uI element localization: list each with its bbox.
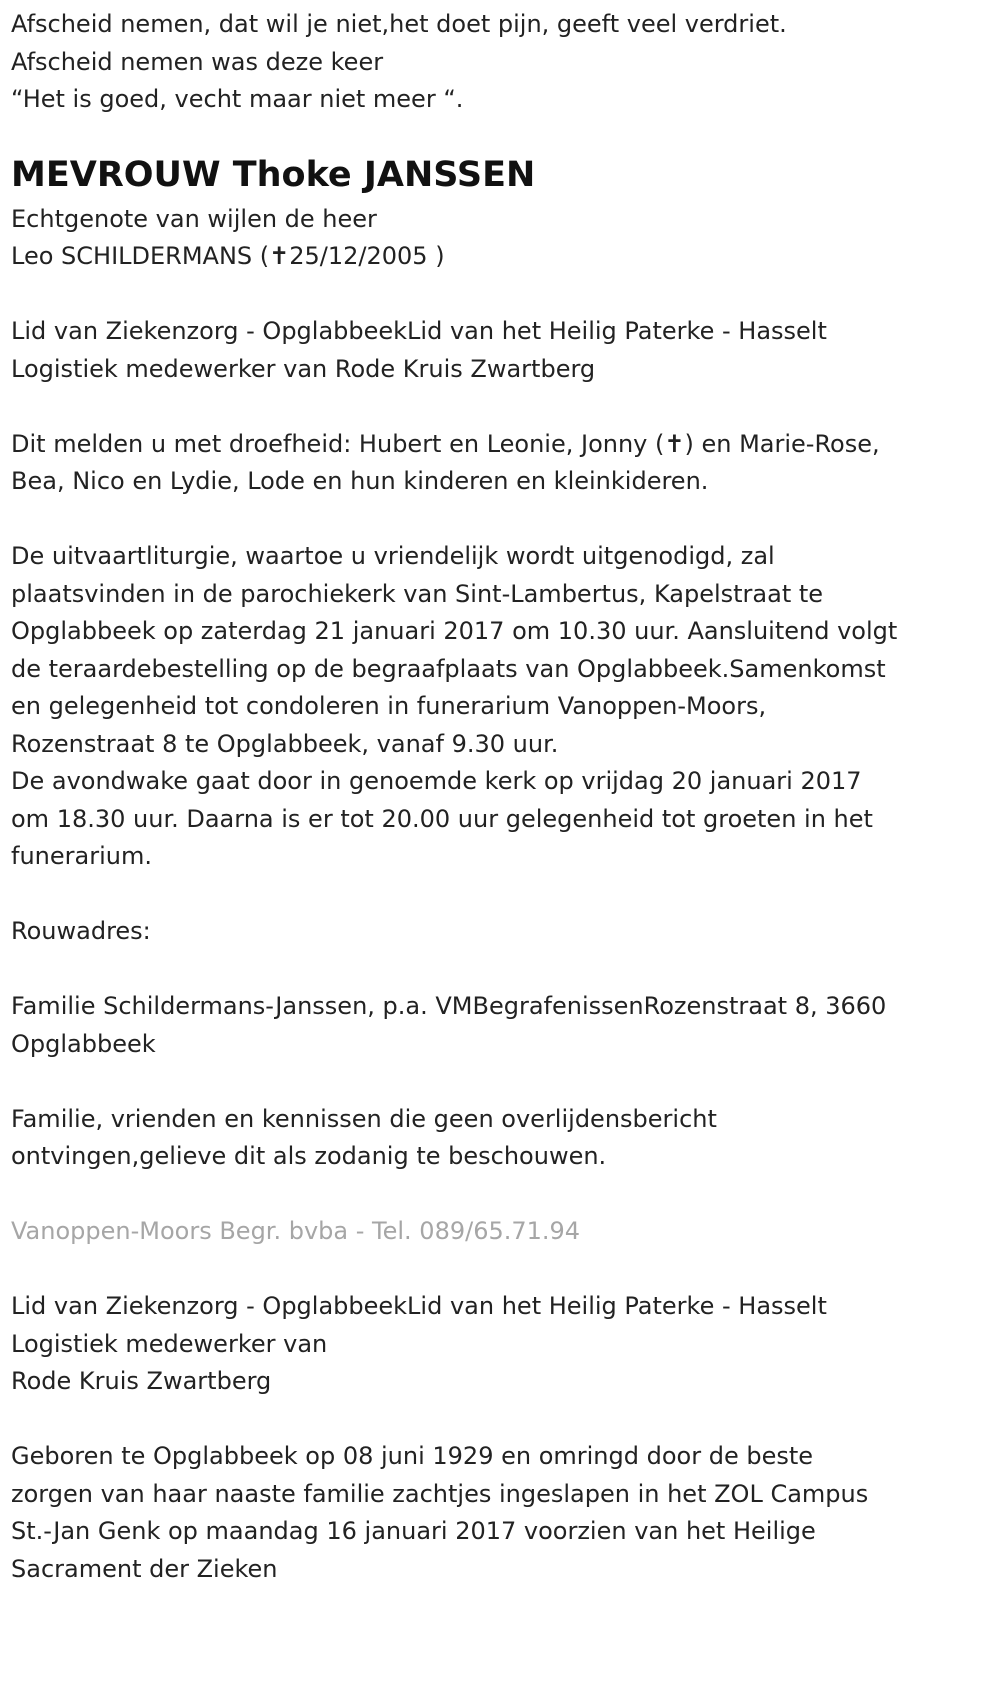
funeral-line: en gelegenheid tot condoleren in funerarium Vanoppen-Moors, bbox=[11, 692, 767, 720]
deceased-name: MEVROUW Thoke JANSSEN bbox=[11, 154, 536, 195]
biography-line: Sacrament der Zieken bbox=[11, 1554, 278, 1583]
membership-line: Logistiek medewerker van bbox=[11, 1329, 328, 1358]
notice bbox=[11, 1101, 1000, 1176]
biography bbox=[11, 1438, 1000, 1588]
mourning-label: Rouwadres: bbox=[11, 917, 151, 945]
funeral-line: Rozenstraat 8 te Opglabbeek, vanaf 9.30 uur. bbox=[11, 729, 559, 758]
undertaker-block bbox=[11, 1213, 1000, 1251]
funeral-line: om 18.30 uur. Daarna is er tot 20.00 uur gelegenheid tot groeten in het bbox=[11, 804, 873, 833]
spouse-info bbox=[11, 201, 1000, 276]
memberships-repeat bbox=[11, 1288, 1000, 1401]
funeral-line: De uitvaartliturgie, waartoe u vriendelijk wordt uitgenodigd, zal bbox=[11, 542, 775, 570]
funeral-line: de teraardebestelling op de begraafplaats van Opglabbeek.Samenkomst bbox=[11, 654, 886, 683]
funeral-line: funerarium. bbox=[11, 842, 152, 870]
undertaker-info: Vanoppen-Moors Begr. bvba - Tel. 089/65.71.94 bbox=[11, 1217, 581, 1245]
memberships bbox=[11, 313, 1000, 388]
poem-line: Afscheid nemen, dat wil je niet,het doet pijn, geeft veel verdriet. bbox=[11, 10, 787, 38]
poem bbox=[11, 6, 1000, 119]
address-line: Familie Schildermans-Janssen, p.a. VMBegrafenissenRozenstraat 8, 3660 bbox=[11, 992, 887, 1020]
mourning-address bbox=[11, 988, 1000, 1063]
biography-line: St.-Jan Genk op maandag 16 januari 2017 voorzien van het Heilige bbox=[11, 1517, 816, 1545]
mourning-label-block bbox=[11, 913, 1000, 951]
biography-line: zorgen van haar naaste familie zachtjes ingeslapen in het ZOL Campus bbox=[11, 1479, 869, 1508]
membership-line: Lid van Ziekenzorg - OpglabbeekLid van het Heilig Paterke - Hasselt bbox=[11, 1292, 827, 1320]
funeral-line: plaatsvinden in de parochiekerk van Sint-Lambertus, Kapelstraat te bbox=[11, 579, 824, 608]
spouse-line: Leo SCHILDERMANS (✝25/12/2005 ) bbox=[11, 242, 445, 270]
family-line: Bea, Nico en Lydie, Lode en hun kinderen en kleinkideren. bbox=[11, 467, 709, 495]
membership-line: Lid van Ziekenzorg - OpglabbeekLid van het Heilig Paterke - Hasselt bbox=[11, 317, 827, 345]
address-line: Opglabbeek bbox=[11, 1029, 156, 1058]
membership-line: Rode Kruis Zwartberg bbox=[11, 1367, 272, 1395]
family-announcement bbox=[11, 426, 1000, 501]
biography-line: Geboren te Opglabbeek op 08 juni 1929 en omringd door de beste bbox=[11, 1442, 814, 1470]
funeral-details bbox=[11, 538, 1000, 876]
funeral-line: De avondwake gaat door in genoemde kerk op vrijdag 20 januari 2017 bbox=[11, 767, 862, 795]
funeral-line: Opglabbeek op zaterdag 21 januari 2017 om 10.30 uur. Aansluitend volgt bbox=[11, 617, 898, 645]
poem-line: “Het is goed, vecht maar niet meer “. bbox=[11, 85, 464, 113]
notice-line: Familie, vrienden en kennissen die geen overlijdensbericht bbox=[11, 1104, 717, 1133]
notice-line: ontvingen,gelieve dit als zodanig te beschouwen. bbox=[11, 1142, 607, 1170]
membership-line: Logistiek medewerker van Rode Kruis Zwartberg bbox=[11, 354, 596, 383]
poem-line: Afscheid nemen was deze keer bbox=[11, 47, 384, 76]
family-line: Dit melden u met droefheid: Hubert en Leonie, Jonny (✝) en Marie-Rose, bbox=[11, 429, 880, 458]
spouse-line: Echtgenote van wijlen de heer bbox=[11, 204, 377, 233]
